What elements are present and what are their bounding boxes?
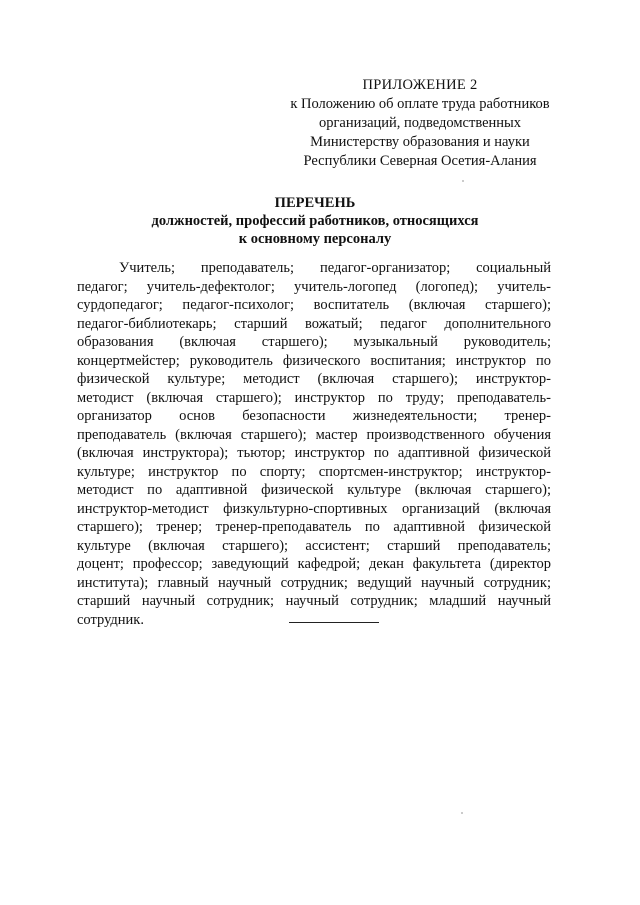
paragraph-line: организатор основ безопасности жизнедеятельности; тренер- [77, 408, 551, 424]
paragraph-line: сурдопедагог; педагог-психолог; воспитатель (включая старшего); [77, 297, 551, 313]
paragraph-line: культуре (включая старшего); ассистент; старший преподаватель; [77, 537, 551, 554]
paragraph-line: педагог-библиотекарь; старший вожатый; педагог дополнительного [77, 315, 551, 332]
paragraph-line: старший научный сотрудник; научный сотрудник; младший научный [77, 593, 551, 609]
paragraph-line: педагог; учитель-дефектолог; учитель-логопед (логопед); учитель- [77, 278, 551, 295]
scan-speck [461, 812, 463, 814]
paragraph-line: доцент; профессор; заведующий кафедрой; декан факультета (директор [77, 556, 551, 572]
appendix-title: ПРИЛОЖЕНИЕ 2 [362, 77, 478, 93]
appendix-line: к Положению об оплате труда работников [290, 96, 550, 112]
appendix-line: Республики Северная Осетия-Алания [303, 153, 537, 169]
paragraph-line: культуре; инструктор по спорту; спортсмен-инструктор; инструктор- [77, 463, 551, 480]
document-heading [80, 194, 550, 248]
paragraph-line: преподаватель (включая старшего); мастер производственного обучения [77, 426, 551, 443]
heading-subtitle-line: должностей, профессий работников, относящихся [151, 213, 479, 229]
appendix-header [270, 76, 570, 171]
positions-list-paragraph [77, 259, 551, 629]
paragraph-line: физической культуре; методист (включая старшего); инструктор- [77, 371, 551, 387]
closing-divider [289, 622, 379, 623]
paragraph-line: инструктор-методист физкультурно-спортивных организаций (включая [77, 500, 551, 517]
paragraph-line: сотрудник. [77, 611, 144, 628]
paragraph-line: старшего); тренер; тренер-преподаватель по адаптивной физической [77, 519, 551, 535]
paragraph-line: образования (включая старшего); музыкальный руководитель; [77, 334, 551, 350]
scan-speck [462, 180, 464, 182]
paragraph-line: института); главный научный сотрудник; ведущий научный сотрудник; [77, 574, 551, 591]
paragraph-line: Учитель; преподаватель; педагог-организатор; социальный [119, 260, 551, 276]
heading-subtitle-line: к основному персоналу [238, 231, 392, 247]
paragraph-line: (включая инструктора); тьютор; инструктор по адаптивной физической [77, 445, 551, 461]
appendix-line: организаций, подведомственных [318, 115, 522, 131]
paragraph-line: концертмейстер; руководитель физического воспитания; инструктор по [77, 352, 551, 369]
heading-title: ПЕРЕЧЕНЬ [274, 195, 356, 211]
paragraph-line: методист (включая старшего); инструктор по труду; преподаватель- [77, 389, 551, 406]
paragraph-line: методист по адаптивной физической культуре (включая старшего); [77, 482, 551, 498]
appendix-line: Министерству образования и науки [310, 134, 530, 150]
